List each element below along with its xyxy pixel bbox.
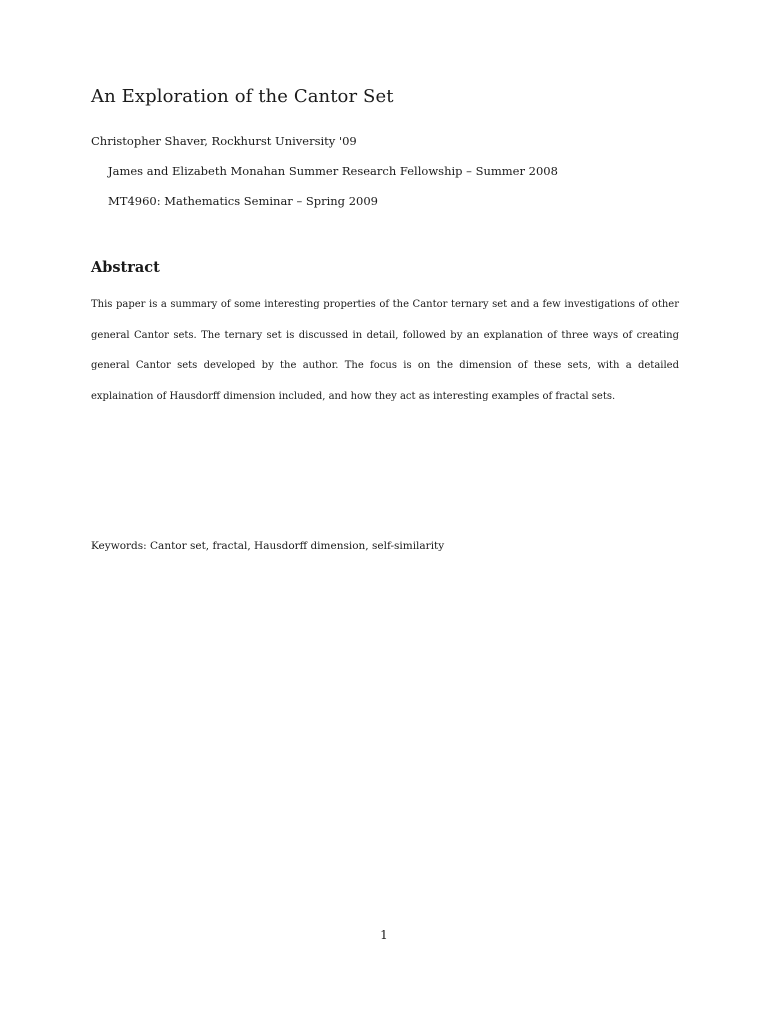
affiliation-seminar: MT4960: Mathematics Seminar – Spring 2009	[108, 194, 378, 208]
page-number: 1	[380, 928, 388, 942]
author-line: Christopher Shaver, Rockhurst University '09	[91, 134, 357, 148]
affiliation-fellowship: James and Elizabeth Monahan Summer Research Fellowship – Summer 2008	[108, 164, 558, 178]
paper-title: An Exploration of the Cantor Set	[91, 86, 394, 107]
keywords-line: Keywords: Cantor set, fractal, Hausdorff dimension, self-similarity	[91, 540, 445, 552]
abstract-text: This paper is a summary of some interesting properties of the Cantor ternary set and a few investigations of other general Cantor sets. The ternary set is discussed in detail, followed by an explanation of three ways of creating general Cantor sets developed by the author. The focus is on the dimension of these sets, with a detailed explaination of Hausdorff dimension included, and how they act as interesting examples of fractal sets.	[91, 299, 679, 402]
abstract-heading: Abstract	[91, 259, 160, 276]
